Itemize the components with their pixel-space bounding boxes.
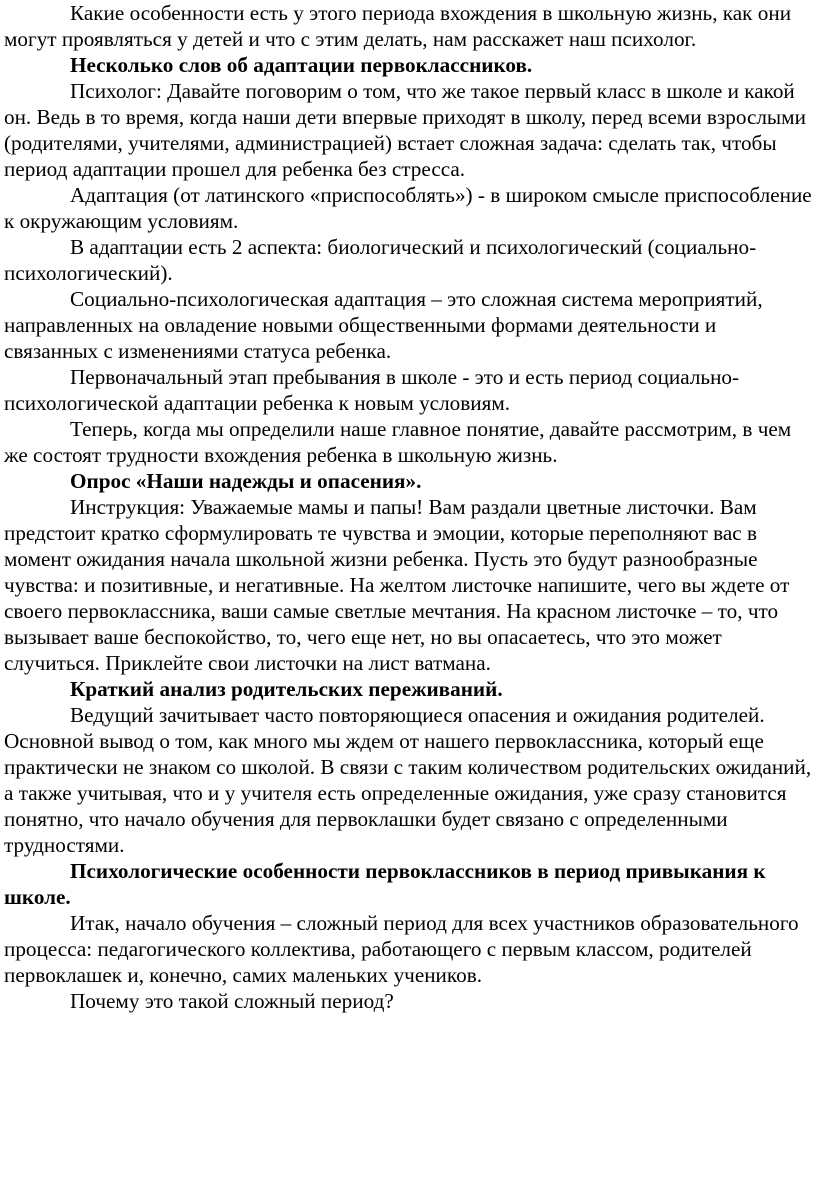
paragraph-initial-stage: Первоначальный этап пребывания в школе - это и есть период социально-психологической адаптации ребенка к новым условиям.	[4, 365, 740, 415]
paragraph-adaptation-definition: Адаптация (от латинского «приспособлять») - в широком смысле приспособление к окружающим условиям.	[4, 183, 812, 233]
paragraph-difficulties: Теперь, когда мы определили наше главное понятие, давайте рассмотрим, в чем же состоят трудности вхождения ребенка в школьную жизнь.	[4, 417, 792, 467]
paragraph-instruction: Инструкция: Уважаемые мамы и папы! Вам раздали цветные листочки. Вам предстоит кратко сформулировать те чувства и эмоции, которые переполняют вас в момент ожидания начала школьной жизни ребенка. Пусть это будут разнообразные чувства: и позитивные, и негативные. На желтом листочке напишите, чего вы ждете от своего первоклассника, ваши самые светлые мечтания. На красном листочке – то, что вызывает ваше беспокойство, то, чего еще нет, но вы опасаетесь, что это может случиться. Приклейте свои листочки на лист ватмана.	[4, 495, 790, 675]
paragraph-start-of-learning: Итак, начало обучения – сложный период для всех участников образовательного процесса: педагогического коллектива, работающего с первым классом, родителей первоклашек и, конечно, самих маленьких учеников.	[4, 911, 799, 987]
heading-analysis: Краткий анализ родительских переживаний.	[70, 677, 503, 701]
heading-survey: Опрос «Наши надежды и опасения».	[70, 469, 422, 493]
paragraph-analysis: Ведущий зачитывает часто повторяющиеся опасения и ожидания родителей. Основной вывод о том, как много мы ждем от нашего первоклассника, который еще практически не знаком со школой. В связи с таким количеством родительских ожиданий, а также учитывая, что и у учителя есть определенные ожидания, уже сразу становится понятно, что начало обучения для первоклашки будет связано с определенными трудностями.	[4, 703, 812, 857]
heading-features: Психологические особенности первоклассников в период привыкания к школе.	[4, 859, 766, 909]
paragraph-social-adaptation: Социально-психологическая адаптация – это сложная система мероприятий, направленных на овладение новыми общественными формами деятельности и связанных с изменениями статуса ребенка.	[4, 287, 763, 363]
document-page	[4, 0, 812, 1014]
paragraph-question: Почему это такой сложный период?	[70, 989, 394, 1013]
paragraph-adaptation-aspects: В адаптации есть 2 аспекта: биологический и психологический (социально-психологический).	[4, 235, 757, 285]
paragraph-intro: Какие особенности есть у этого периода вхождения в школьную жизнь, как они могут проявляться у детей и что с этим делать, нам расскажет наш психолог.	[4, 1, 792, 51]
heading-adaptation: Несколько слов об адаптации первоклассников.	[70, 53, 533, 77]
paragraph-psychologist: Психолог: Давайте поговорим о том, что же такое первый класс в школе и какой он. Ведь в то время, когда наши дети впервые приходят в школу, перед всеми взрослыми (родителями, учителями, администрацией) встает сложная задача: сделать так, чтобы период адаптации прошел для ребенка без стресса.	[4, 79, 806, 181]
